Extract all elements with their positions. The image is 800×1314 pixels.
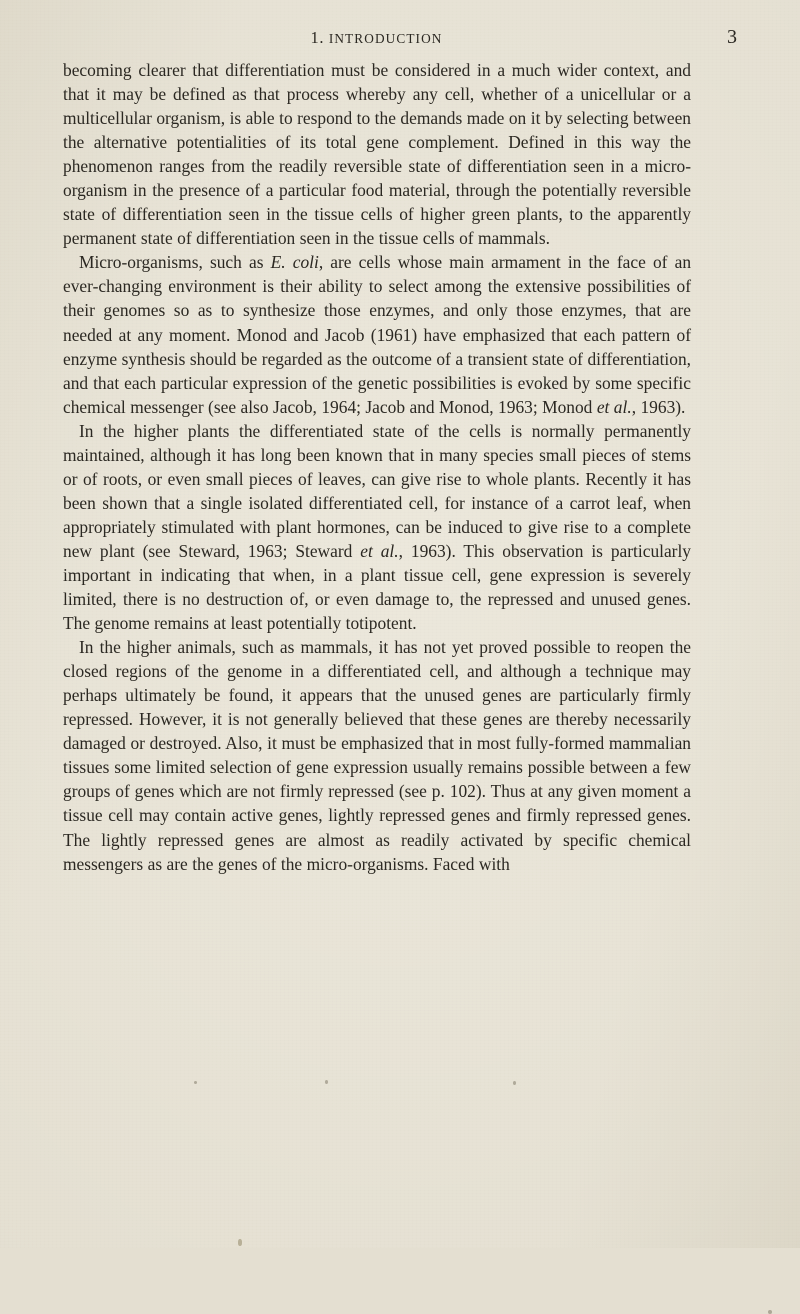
chapter-heading (311, 28, 443, 48)
paragraph (63, 250, 691, 418)
chapter-title-text: INTRODUCTION (328, 31, 443, 46)
scan-speck (513, 1081, 516, 1085)
scan-speck (194, 1081, 197, 1084)
scan-speck (325, 1080, 328, 1084)
paragraph: becoming clearer that differentiation must be considered in a much wider context, and that it may be defined as that process whereby any cell, whether of a unicellular or a multicellular organism, is able to respond to the demands made on it by selecting between the alternative potentialities of its total gene complement. Defined in this way the phenomenon ranges from the readily reversible state of differentiation seen in a micro-organism in the presence of a particular food material, through the potentially reversible state of differentiation seen in the tissue cells of higher green plants, to the apparently permanent state of differentiation seen in the tissue cells of mammals. (63, 60, 691, 249)
chapter-number: 1. (310, 28, 325, 47)
italic-term: E. coli (270, 252, 319, 273)
running-head (63, 28, 690, 50)
scan-speck (238, 1239, 242, 1246)
text-run: , 1963). (631, 396, 686, 417)
text-run: Micro-organisms, such as (79, 252, 271, 273)
paragraph: In the higher animals, such as mammals, it has not yet proved possible to reopen the closed regions of the genome in a differentiated cell, and although a technique may perhaps ultimately be found, it appears that the unused genes are particularly firmly repressed. However, it is not generally believed that these genes are thereby necessarily damaged or destroyed. Also, it must be emphasized that in most fully-formed mammalian tissues some limited selection of gene expression usually remains possible between a few groups of genes which are not firmly repressed (see p. 102). Thus at any given moment a tissue cell may contain active genes, lightly repressed genes and firmly repressed genes. The lightly repressed genes are almost as readily activated by specific chemical messengers as are the genes of the micro-organisms. Faced with (63, 637, 691, 874)
page-number: 3 (727, 26, 737, 48)
italic-term: et al. (360, 540, 399, 561)
scan-speck (768, 1310, 772, 1314)
text-run: , are cells whose main armament in the face of an ever-changing environment is their ability to select among the extensive possibilities of their genomes so as to synthesize those enzymes, and only those enzymes, that are needed at any moment. Monod and Jacob (1961) have emphasized that each pattern of enzyme synthesis should be regarded as the outcome of a transient state of differentiation, and that each particular expression of the genetic possibilities is evoked by some specific chemical messenger (see also Jacob, 1964; Jacob and Monod, 1963; Monod (63, 252, 692, 417)
text-run: In the higher plants the differentiated state of the cells is normally permanently maintained, although it has long been known that in many species small pieces of stems or of roots, or even small pieces of leaves, can give rise to whole plants. Recently it has been shown that a single isolated differentiated cell, for instance of a carrot leaf, when appropriately stimulated with plant hormones, can be induced to give rise to a complete new plant (see Steward, 1963; Steward (63, 420, 691, 561)
italic-term: et al. (596, 396, 632, 417)
paragraph (63, 419, 691, 635)
body-text-column (63, 58, 691, 876)
text-run: , 1963). This observation is particularly important in indicating that when, in a plant tissue cell, gene expression is severely limited, there is no destruction of, or even damage to, the repressed and unused genes. The genome remains at least potentially totipotent. (63, 540, 692, 634)
